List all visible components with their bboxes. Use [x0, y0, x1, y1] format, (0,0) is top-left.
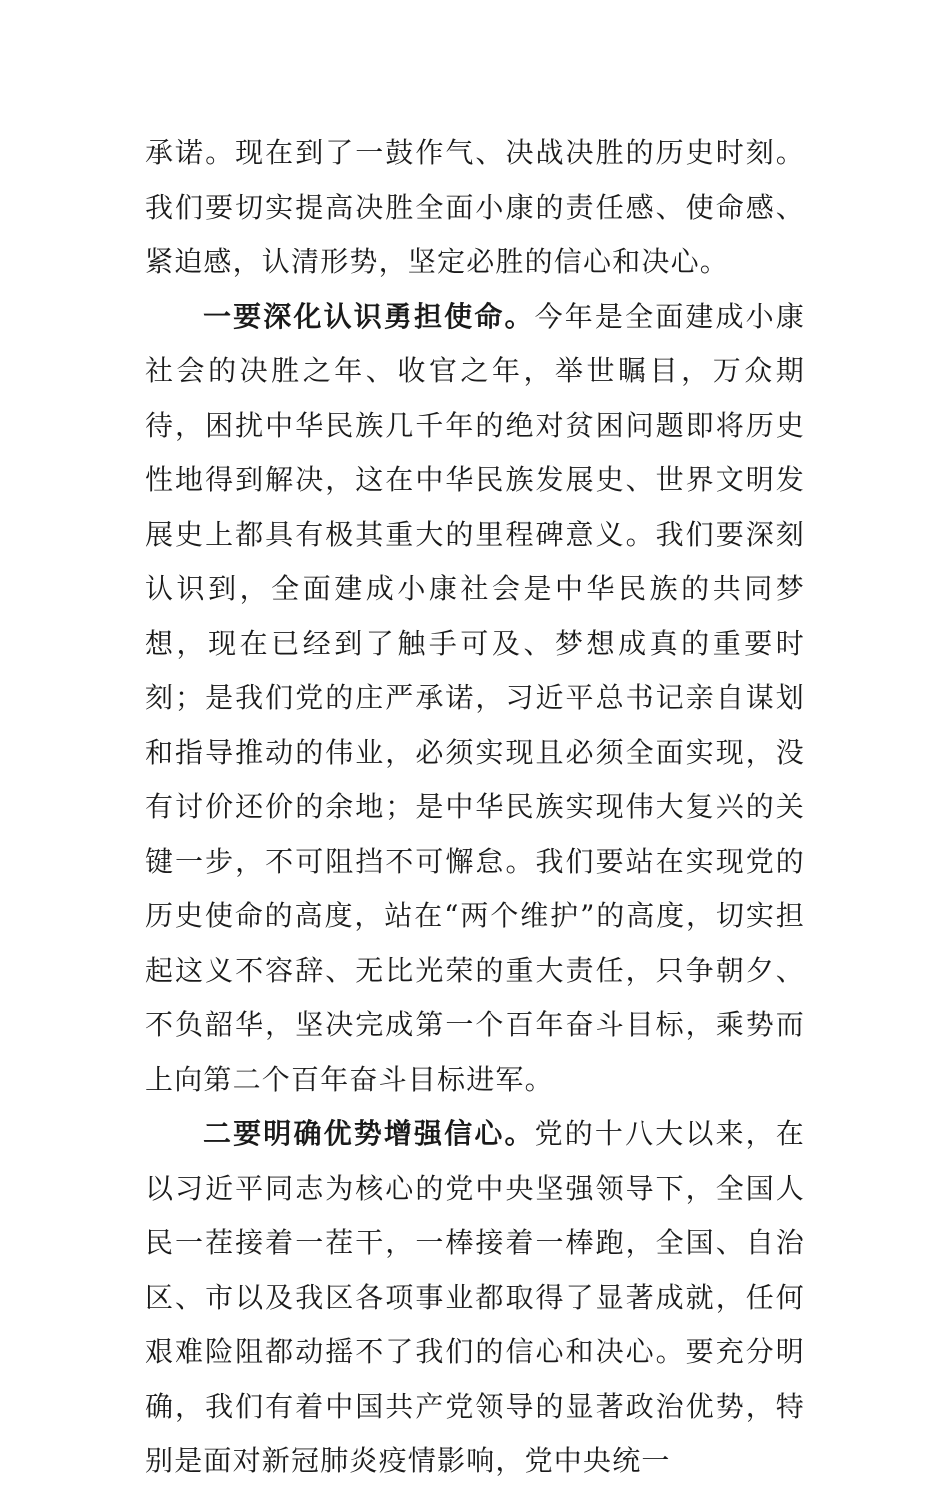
- paragraph-text: 承诺。现在到了一鼓作气、决战决胜的历史时刻。我们要切实提高决胜全面小康的责任感、使命感、紧迫感，认清形势，坚定必胜的信心和决心。: [145, 136, 805, 278]
- paragraph-heading: 一要深化认识勇担使命。: [203, 299, 535, 333]
- paragraph-text: 党的十八大以来，在以习近平同志为核心的党中央坚强领导下，全国人民一茬接着一茬干，一棒接着一棒跑，全国、自治区、市以及我区各项事业都取得了显著成就，任何艰难险阻都动摇不了我们的信心和决心。要充分明确，我们有着中国共产党领导的显著政治优势，特别是面对新冠肺炎疫情影响，党中央统一: [145, 1117, 805, 1477]
- document-body: [145, 126, 805, 1489]
- paragraph-heading: 二要明确优势增强信心。: [203, 1117, 535, 1150]
- paragraph-clarify-advantages: [145, 1107, 805, 1489]
- paragraph-continuation: [145, 126, 805, 290]
- paragraph-text: 今年是全面建成小康社会的决胜之年、收官之年，举世瞩目，万众期待，困扰中华民族几千年的绝对贫困问题即将历史性地得到解决，这在中华民族发展史、世界文明发展史上都具有极其重大的里程碑意义。我们要深刻认识到，全面建成小康社会是中华民族的共同梦想，现在已经到了触手可及、梦想成真的重要时刻；是我们党的庄严承诺，习近平总书记亲自谋划和指导推动的伟业，必须实现且必须全面实现，没有讨价还价的余地；是中华民族实现伟大复兴的关键一步，不可阻挡不可懈怠。我们要站在实现党的历史使命的高度，站在“两个维护”的高度，切实担起这义不容辞、无比光荣的重大责任，只争朝夕、不负韶华，坚决完成第一个百年奋斗目标，乘势而上向第二个百年奋斗目标进军。: [145, 299, 805, 1096]
- paragraph-deepen-understanding: [145, 290, 805, 1108]
